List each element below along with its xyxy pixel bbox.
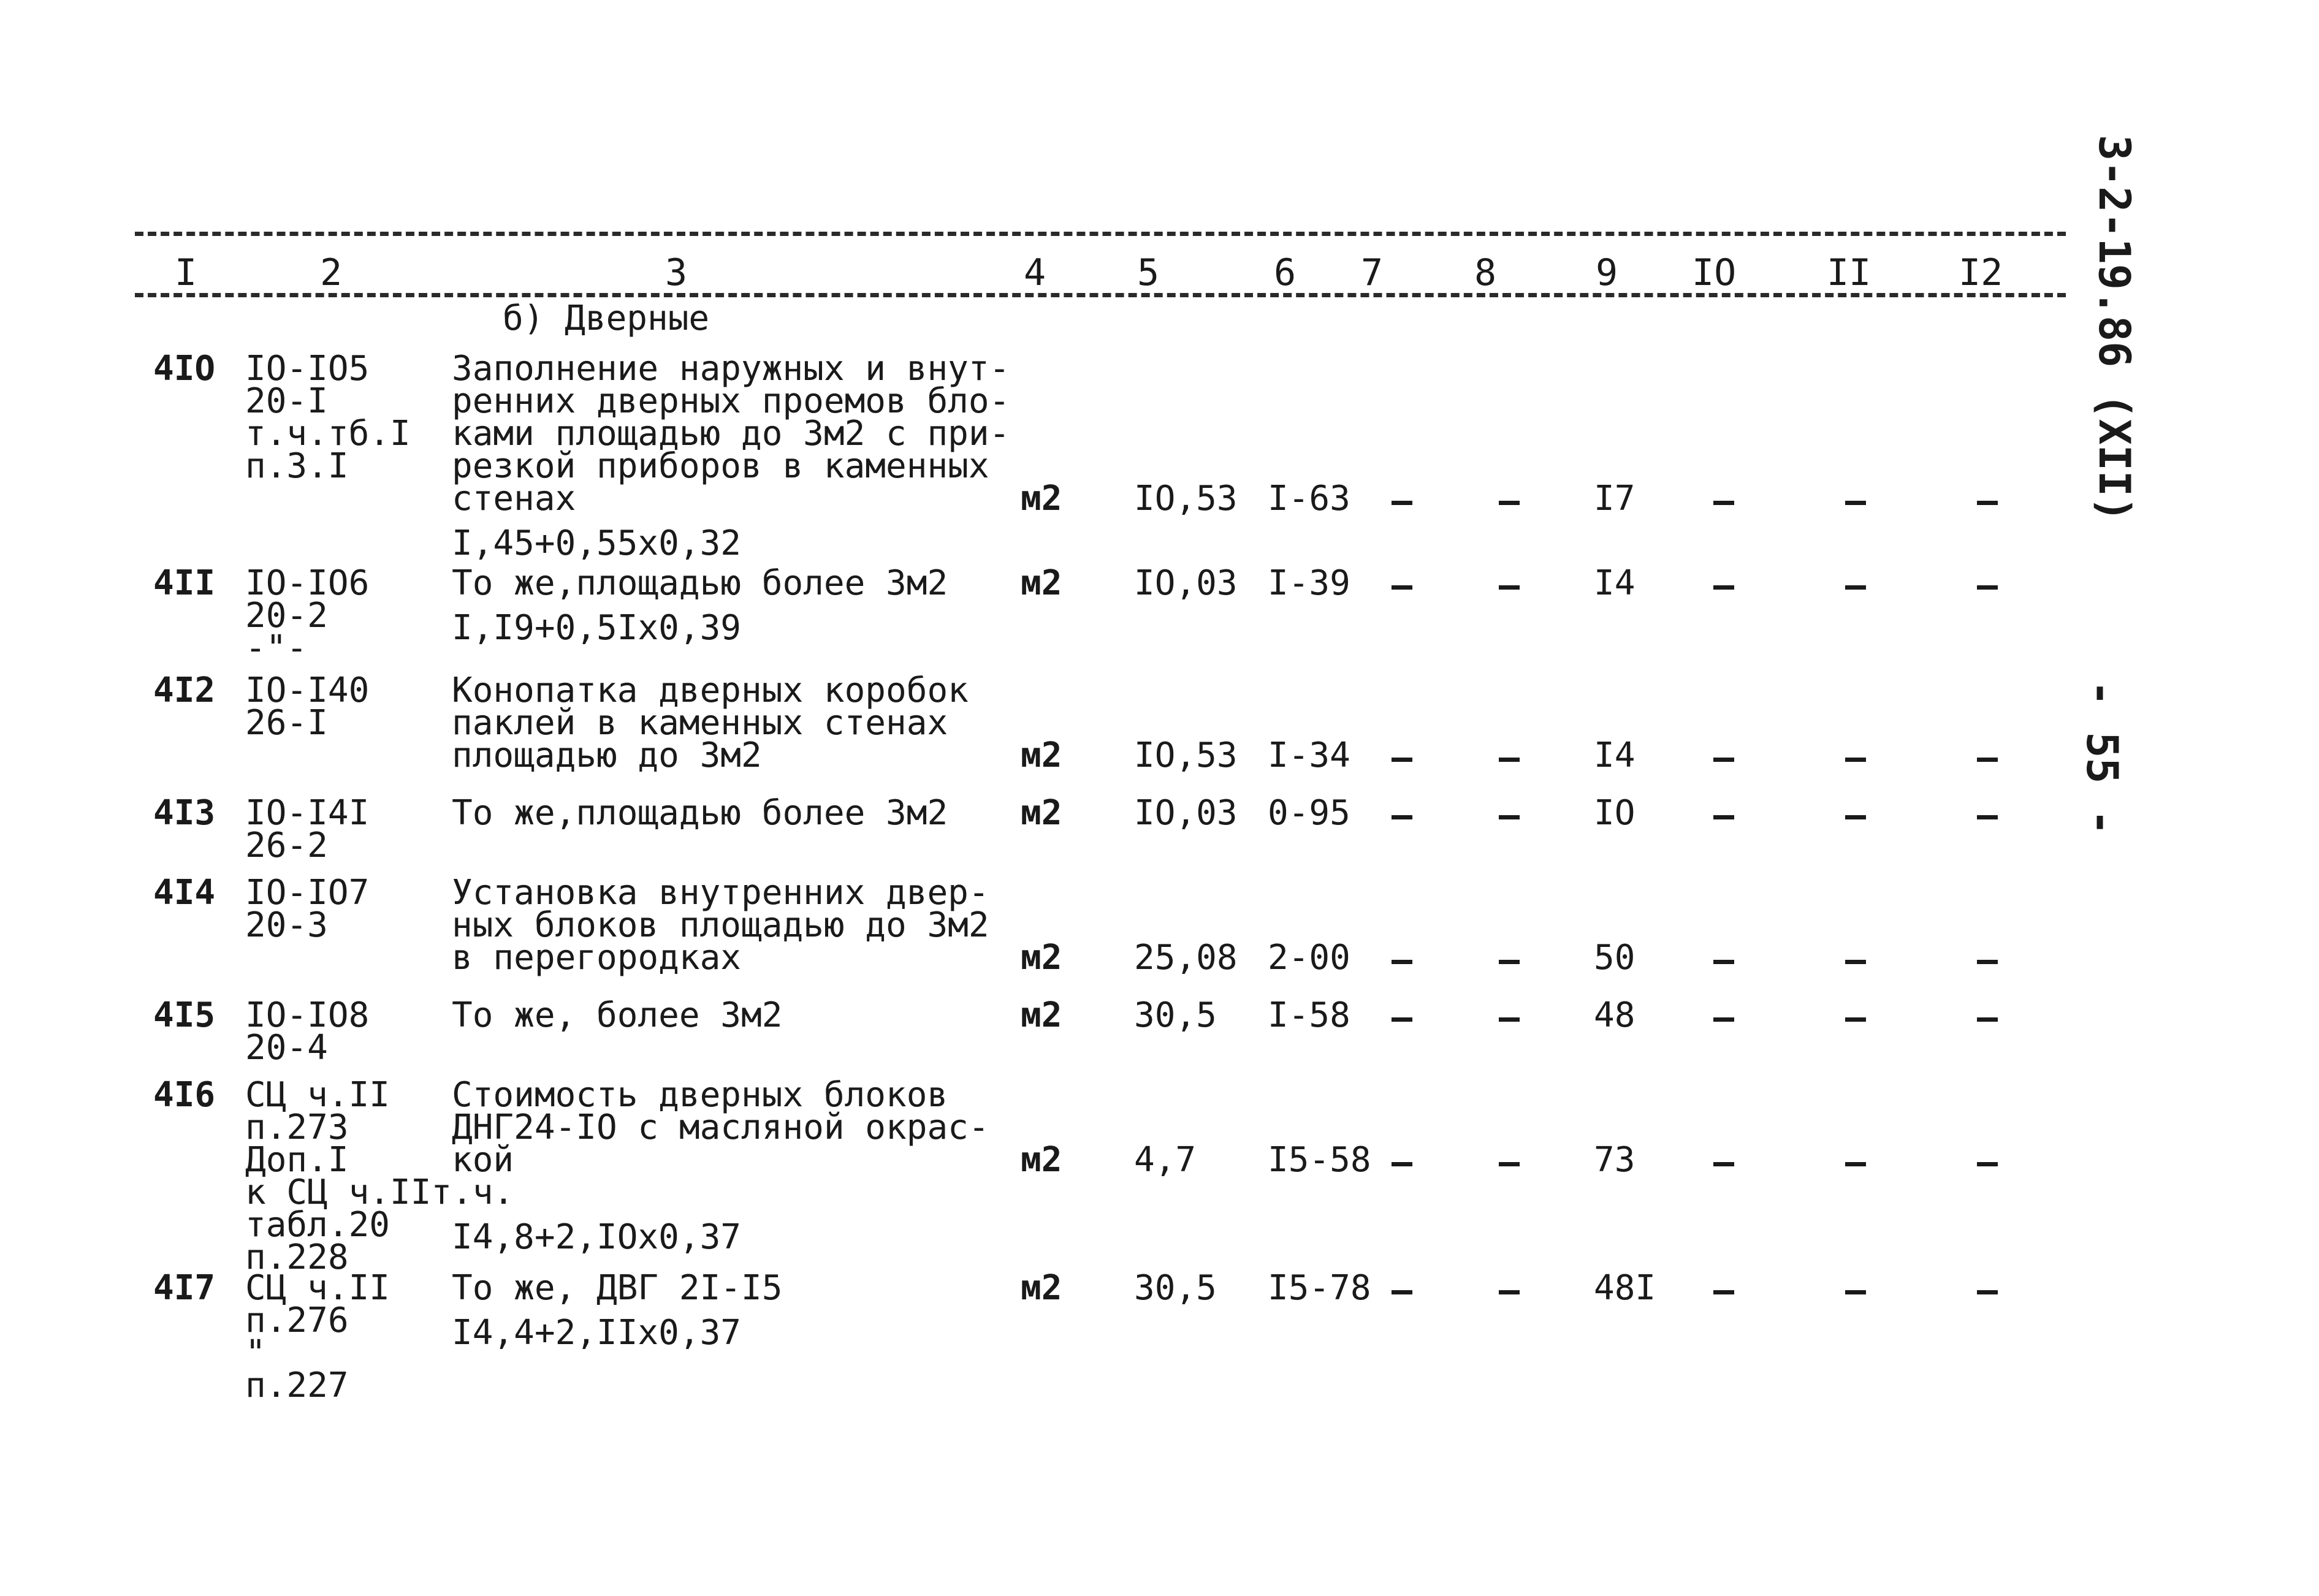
row-code-line: СЦ ч.II (245, 1268, 390, 1308)
row-col9-value: 48I (1594, 1268, 1656, 1308)
row-code-line: к СЦ ч.IIт.ч. (245, 1172, 514, 1212)
row-code-line: 20-3 (245, 905, 328, 945)
row-code-line: п.273 (245, 1108, 349, 1147)
row-description-line: Заполнение наружных и внут- (452, 349, 1010, 389)
row-col12-dash (1977, 960, 1998, 964)
row-unit: м2 (1021, 735, 1062, 775)
header-top-rule (135, 232, 2066, 236)
row-description-line: стенах (452, 479, 576, 519)
col-header-3: 3 (665, 251, 688, 294)
row-col9-value: I7 (1594, 479, 1635, 519)
row-code-line: табл.20 (245, 1205, 390, 1245)
row-col10-dash (1713, 1162, 1734, 1166)
row-col11-dash (1845, 501, 1866, 505)
row-code-line: СЦ ч.II (245, 1075, 390, 1115)
row-formula: I,45+0,55x0,32 (452, 523, 742, 563)
row-price: I5-78 (1268, 1268, 1371, 1308)
row-code-line: IO-I4I (245, 793, 370, 833)
row-description-line: площадью до 3м2 (452, 735, 762, 775)
row-code-line: IO-IO7 (245, 873, 370, 913)
row-col12-dash (1977, 1162, 1998, 1166)
row-code-line: IO-IO5 (245, 349, 370, 389)
row-col7-dash (1392, 1290, 1412, 1294)
row-quantity: 30,5 (1134, 995, 1217, 1035)
row-description-line: То же,площадью более 3м2 (452, 563, 948, 603)
row-col7-dash (1392, 585, 1412, 590)
row-number: 4II (153, 563, 216, 603)
row-price: I5-58 (1268, 1140, 1371, 1180)
row-quantity: 4,7 (1134, 1140, 1197, 1180)
row-quantity: IO,03 (1134, 563, 1238, 603)
side-document-label: 3-2-19.86 (XII) (2089, 135, 2139, 523)
row-quantity: 25,08 (1134, 938, 1238, 978)
row-col7-dash (1392, 501, 1412, 505)
row-price: 2-00 (1268, 938, 1350, 978)
row-unit: м2 (1021, 1268, 1062, 1308)
row-number: 4I3 (153, 793, 216, 833)
row-price: I-39 (1268, 563, 1350, 603)
row-code-line: 20-I (245, 381, 328, 421)
row-description-line: ками площадью до 3м2 с при- (452, 414, 1010, 454)
row-number: 4I6 (153, 1075, 216, 1115)
row-col12-dash (1977, 585, 1998, 590)
col-header-9: 9 (1596, 251, 1618, 294)
row-col8-dash (1499, 960, 1520, 964)
row-description-line: Стоимость дверных блоков (452, 1075, 948, 1115)
row-price: I-34 (1268, 735, 1350, 775)
col-header-7: 7 (1361, 251, 1384, 294)
row-col8-dash (1499, 585, 1520, 590)
row-code-line: IO-IO6 (245, 563, 370, 603)
row-col8-dash (1499, 1290, 1520, 1294)
row-code-line: п.3.I (245, 446, 349, 486)
row-col11-dash (1845, 1162, 1866, 1166)
row-col9-value: 50 (1594, 938, 1635, 978)
row-col12-dash (1977, 501, 1998, 505)
row-code-line: 26-I (245, 703, 328, 743)
header-bottom-rule (135, 293, 2066, 297)
row-price: I-63 (1268, 479, 1350, 519)
row-quantity: IO,53 (1134, 479, 1238, 519)
row-col10-dash (1713, 1017, 1734, 1022)
row-col11-dash (1845, 758, 1866, 762)
col-header-11: II (1827, 251, 1872, 294)
row-col10-dash (1713, 1290, 1734, 1294)
col-header-2: 2 (320, 251, 343, 294)
row-code-line: " (245, 1333, 266, 1373)
row-col7-dash (1392, 1017, 1412, 1022)
row-col7-dash (1392, 960, 1412, 964)
row-code-line: 20-4 (245, 1028, 328, 1068)
row-col12-dash (1977, 758, 1998, 762)
row-col11-dash (1845, 1017, 1866, 1022)
col-header-10: IO (1692, 251, 1737, 294)
row-description-line: Установка внутренних двер- (452, 873, 989, 913)
row-number: 4I4 (153, 873, 216, 913)
row-code-line: п.276 (245, 1301, 349, 1340)
col-header-8: 8 (1474, 251, 1497, 294)
row-col11-dash (1845, 1290, 1866, 1294)
row-formula: I4,8+2,IOx0,37 (452, 1217, 742, 1257)
section-title: б) Дверные (503, 298, 710, 338)
row-col12-dash (1977, 815, 1998, 819)
row-code-line: -"- (245, 628, 308, 668)
row-quantity: IO,53 (1134, 735, 1238, 775)
row-col11-dash (1845, 815, 1866, 819)
row-col11-dash (1845, 960, 1866, 964)
row-price: 0-95 (1268, 793, 1350, 833)
row-code-line: Доп.I (245, 1140, 349, 1180)
row-col10-dash (1713, 585, 1734, 590)
row-col8-dash (1499, 1017, 1520, 1022)
row-description-line: Конопатка дверных коробок (452, 671, 969, 710)
row-description-line: в перегородках (452, 938, 742, 978)
row-price: I-58 (1268, 995, 1350, 1035)
row-col12-dash (1977, 1290, 1998, 1294)
row-col9-value: I4 (1594, 563, 1635, 603)
row-number: 4IO (153, 349, 216, 389)
col-header-12: I2 (1959, 251, 2003, 294)
row-description-line: кой (452, 1140, 514, 1180)
row-col9-value: 48 (1594, 995, 1635, 1035)
row-col12-dash (1977, 1017, 1998, 1022)
row-col7-dash (1392, 1162, 1412, 1166)
col-header-4: 4 (1024, 251, 1046, 294)
row-description-line: ДНГ24-IO с масляной окрас- (452, 1108, 989, 1147)
row-col10-dash (1713, 758, 1734, 762)
row-col8-dash (1499, 501, 1520, 505)
row-code-line: п.227 (245, 1366, 349, 1405)
row-description-line: ных блоков площадью до 3м2 (452, 905, 989, 945)
row-col9-value: IO (1594, 793, 1635, 833)
row-description-line: резкой приборов в каменных (452, 446, 989, 486)
row-description-line: ренних дверных проемов бло- (452, 381, 1010, 421)
row-col9-value: 73 (1594, 1140, 1635, 1180)
row-unit: м2 (1021, 1140, 1062, 1180)
row-quantity: 30,5 (1134, 1268, 1217, 1308)
page-number: - 55 - (2077, 680, 2127, 835)
row-formula: I,I9+0,5Ix0,39 (452, 608, 742, 648)
row-col9-value: I4 (1594, 735, 1635, 775)
row-col10-dash (1713, 960, 1734, 964)
row-col8-dash (1499, 1162, 1520, 1166)
row-unit: м2 (1021, 563, 1062, 603)
row-code-line: п.228 (245, 1237, 349, 1277)
row-code-line: IO-IO8 (245, 995, 370, 1035)
row-number: 4I5 (153, 995, 216, 1035)
row-col8-dash (1499, 815, 1520, 819)
row-number: 4I7 (153, 1268, 216, 1308)
row-number: 4I2 (153, 671, 216, 710)
row-description-line: То же, ДВГ 2I-I5 (452, 1268, 783, 1308)
row-col7-dash (1392, 758, 1412, 762)
row-col10-dash (1713, 501, 1734, 505)
row-code-line: т.ч.тб.I (245, 414, 411, 454)
row-description-line: То же, более 3м2 (452, 995, 783, 1035)
col-header-5: 5 (1137, 251, 1160, 294)
row-code-line: IO-I40 (245, 671, 370, 710)
row-col8-dash (1499, 758, 1520, 762)
row-col10-dash (1713, 815, 1734, 819)
row-unit: м2 (1021, 793, 1062, 833)
row-unit: м2 (1021, 995, 1062, 1035)
row-code-line: 26-2 (245, 826, 328, 865)
row-quantity: IO,03 (1134, 793, 1238, 833)
row-unit: м2 (1021, 938, 1062, 978)
row-formula: I4,4+2,IIx0,37 (452, 1313, 742, 1353)
row-unit: м2 (1021, 479, 1062, 519)
row-col7-dash (1392, 815, 1412, 819)
col-header-1: I (175, 251, 197, 294)
row-description-line: паклей в каменных стенах (452, 703, 948, 743)
row-description-line: То же,площадью более 3м2 (452, 793, 948, 833)
row-code-line: 20-2 (245, 596, 328, 636)
col-header-6: 6 (1274, 251, 1297, 294)
row-col11-dash (1845, 585, 1866, 590)
